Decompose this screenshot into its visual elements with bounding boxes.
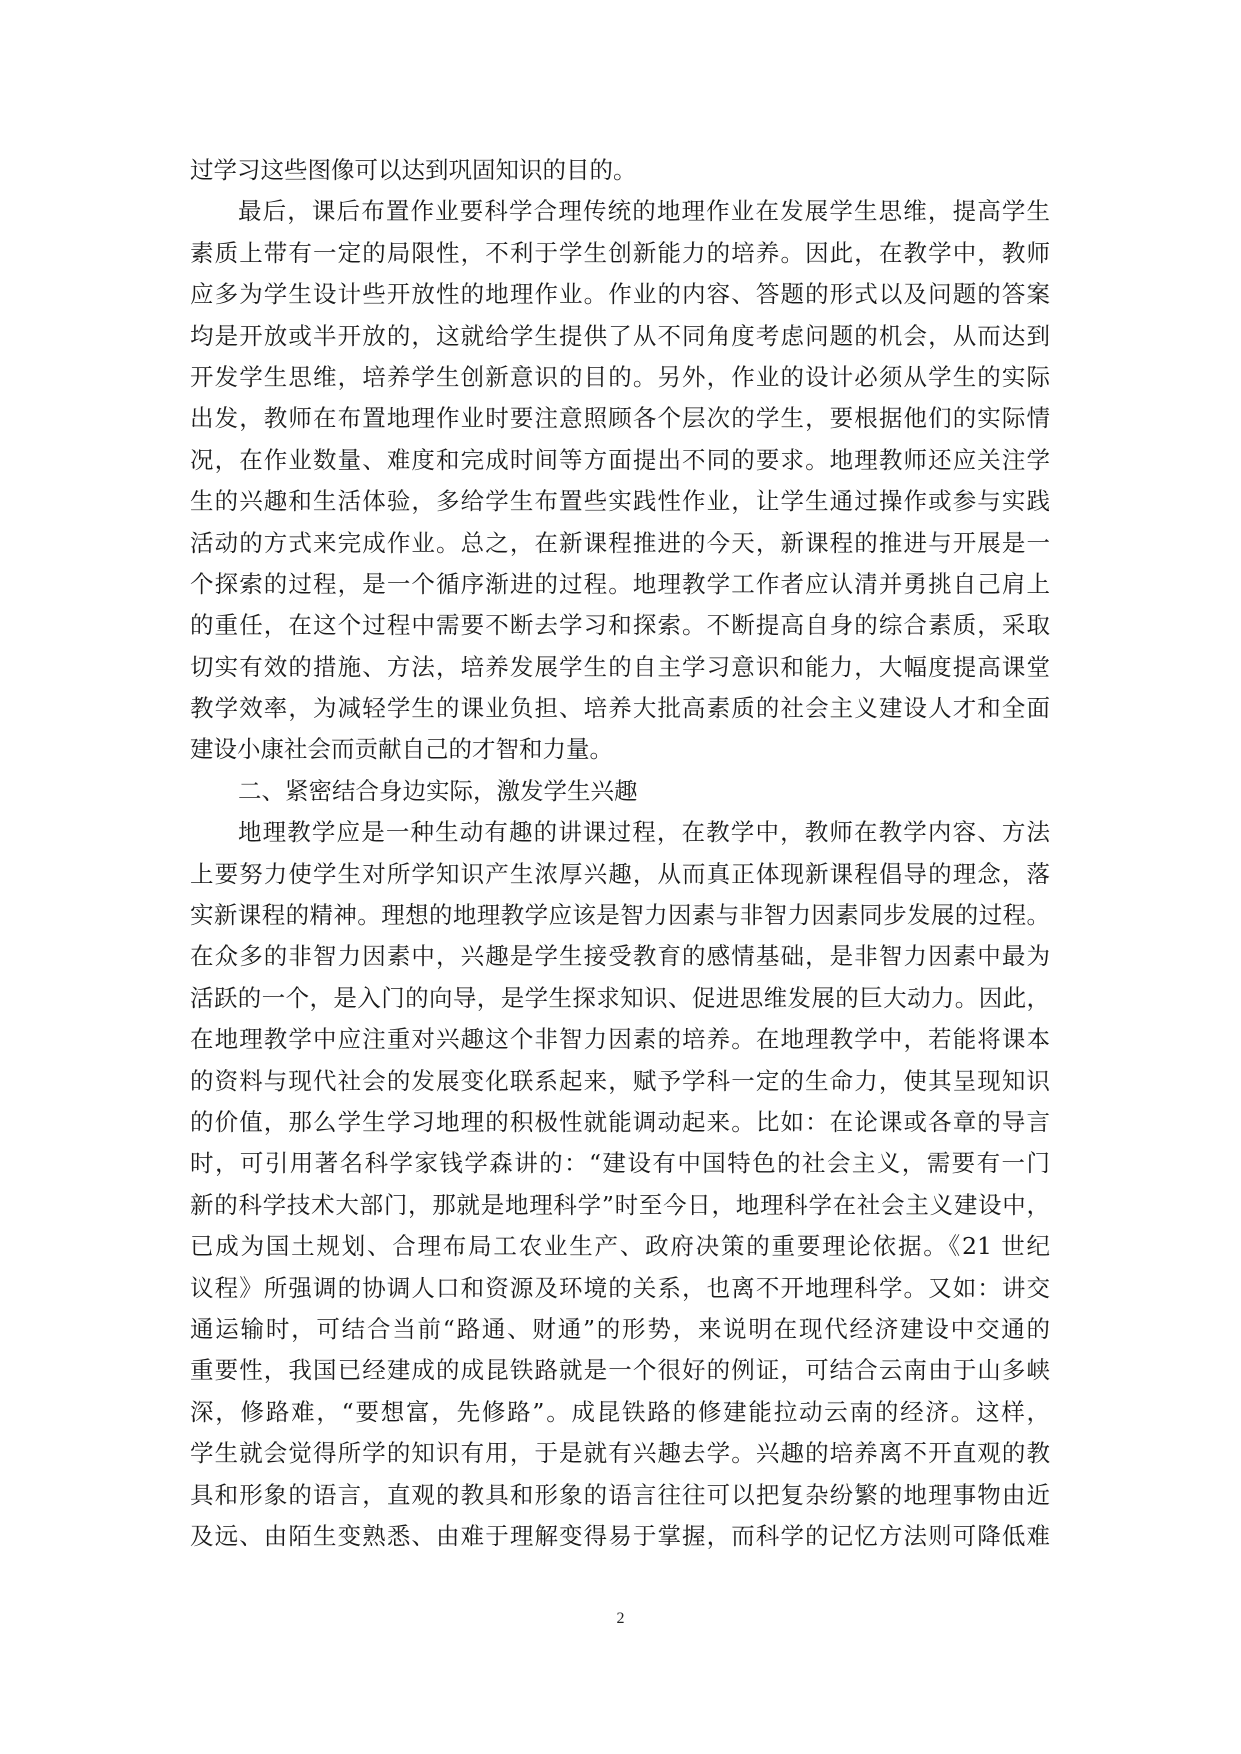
page-number: 2 bbox=[616, 1610, 625, 1627]
text-line: 活动的方式来完成作业。总之，在新课程推进的今天，新课程的推进与开展是一 bbox=[190, 528, 1050, 557]
text-line: 素质上带有一定的局限性，不利于学生创新能力的培养。因此，在教学中，教师 bbox=[190, 238, 1050, 267]
text-line: 在众多的非智力因素中，兴趣是学生接受教育的感情基础，是非智力因素中最为 bbox=[190, 942, 1050, 971]
text-line: 时，可引用著名科学家钱学森讲的：“建设有中国特色的社会主义，需要有一门 bbox=[190, 1149, 1050, 1178]
text-line: 教学效率，为减轻学生的课业负担、培养大批高素质的社会主义建设人才和全面 bbox=[190, 694, 1050, 723]
text-line: 实新课程的精神。理想的地理教学应该是智力因素与非智力因素同步发展的过程。 bbox=[190, 901, 1050, 930]
text-line: 生的兴趣和生活体验，多给学生布置些实践性作业，让学生通过操作或参与实践 bbox=[190, 487, 1050, 516]
text-line: 已成为国土规划、合理布局工农业生产、政府决策的重要理论依据。《21 世纪 bbox=[190, 1232, 1050, 1261]
text-line: 地理教学应是一种生动有趣的讲课过程，在教学中，教师在教学内容、方法 bbox=[238, 818, 1050, 847]
text-line: 二、紧密结合身边实际，激发学生兴趣 bbox=[238, 776, 638, 805]
text-line: 最后，课后布置作业要科学合理传统的地理作业在发展学生思维，提高学生 bbox=[238, 197, 1050, 226]
text-line: 在地理教学中应注重对兴趣这个非智力因素的培养。在地理教学中，若能将课本 bbox=[190, 1025, 1050, 1054]
text-line: 切实有效的措施、方法，培养发展学生的自主学习意识和能力，大幅度提高课堂 bbox=[190, 652, 1050, 681]
text-line: 过学习这些图像可以达到巩固知识的目的。 bbox=[190, 156, 637, 184]
text-line: 出发，教师在布置地理作业时要注意照顾各个层次的学生，要根据他们的实际情 bbox=[190, 404, 1050, 433]
text-line: 学生就会觉得所学的知识有用，于是就有兴趣去学。兴趣的培养离不开直观的教 bbox=[190, 1439, 1050, 1468]
text-line: 新的科学技术大部门，那就是地理科学”时至今日，地理科学在社会主义建设中， bbox=[190, 1190, 1050, 1219]
text-line: 上要努力使学生对所学知识产生浓厚兴趣，从而真正体现新课程倡导的理念，落 bbox=[190, 859, 1050, 888]
text-line: 活跃的一个，是入门的向导，是学生探求知识、促进思维发展的巨大动力。因此， bbox=[190, 983, 1050, 1012]
text-line: 具和形象的语言，直观的教具和形象的语言往往可以把复杂纷繁的地理事物由近 bbox=[190, 1480, 1050, 1509]
text-line: 均是开放或半开放的，这就给学生提供了从不同角度考虑问题的机会，从而达到 bbox=[190, 321, 1050, 350]
text-line: 建设小康社会而贡献自己的才智和力量。 bbox=[190, 735, 613, 764]
body-text bbox=[190, 150, 1050, 1557]
text-line: 通运输时，可结合当前“路通、财通”的形势，来说明在现代经济建设中交通的 bbox=[190, 1314, 1050, 1343]
text-line: 及远、由陌生变熟悉、由难于理解变得易于掌握，而科学的记忆方法则可降低难 bbox=[190, 1521, 1050, 1550]
text-line: 议程》所强调的协调人口和资源及环境的关系，也离不开地理科学。又如：讲交 bbox=[190, 1273, 1050, 1302]
text-line: 的价值，那么学生学习地理的积极性就能调动起来。比如：在论课或各章的导言 bbox=[190, 1107, 1050, 1136]
text-line: 应多为学生设计些开放性的地理作业。作业的内容、答题的形式以及问题的答案 bbox=[190, 280, 1050, 309]
text-line: 个探索的过程，是一个循序渐进的过程。地理教学工作者应认清并勇挑自己肩上 bbox=[190, 569, 1050, 598]
text-line: 的重任，在这个过程中需要不断去学习和探索。不断提高自身的综合素质，采取 bbox=[190, 611, 1050, 640]
text-line: 开发学生思维，培养学生创新意识的目的。另外，作业的设计必须从学生的实际 bbox=[190, 362, 1050, 391]
text-line: 的资料与现代社会的发展变化联系起来，赋予学科一定的生命力，使其呈现知识 bbox=[190, 1066, 1050, 1095]
text-line: 深，修路难，“要想富，先修路”。成昆铁路的修建能拉动云南的经济。这样， bbox=[190, 1397, 1050, 1426]
text-line: 重要性，我国已经建成的成昆铁路就是一个很好的例证，可结合云南由于山多峡 bbox=[190, 1356, 1050, 1385]
text-line: 况，在作业数量、难度和完成时间等方面提出不同的要求。地理教师还应关注学 bbox=[190, 445, 1050, 474]
